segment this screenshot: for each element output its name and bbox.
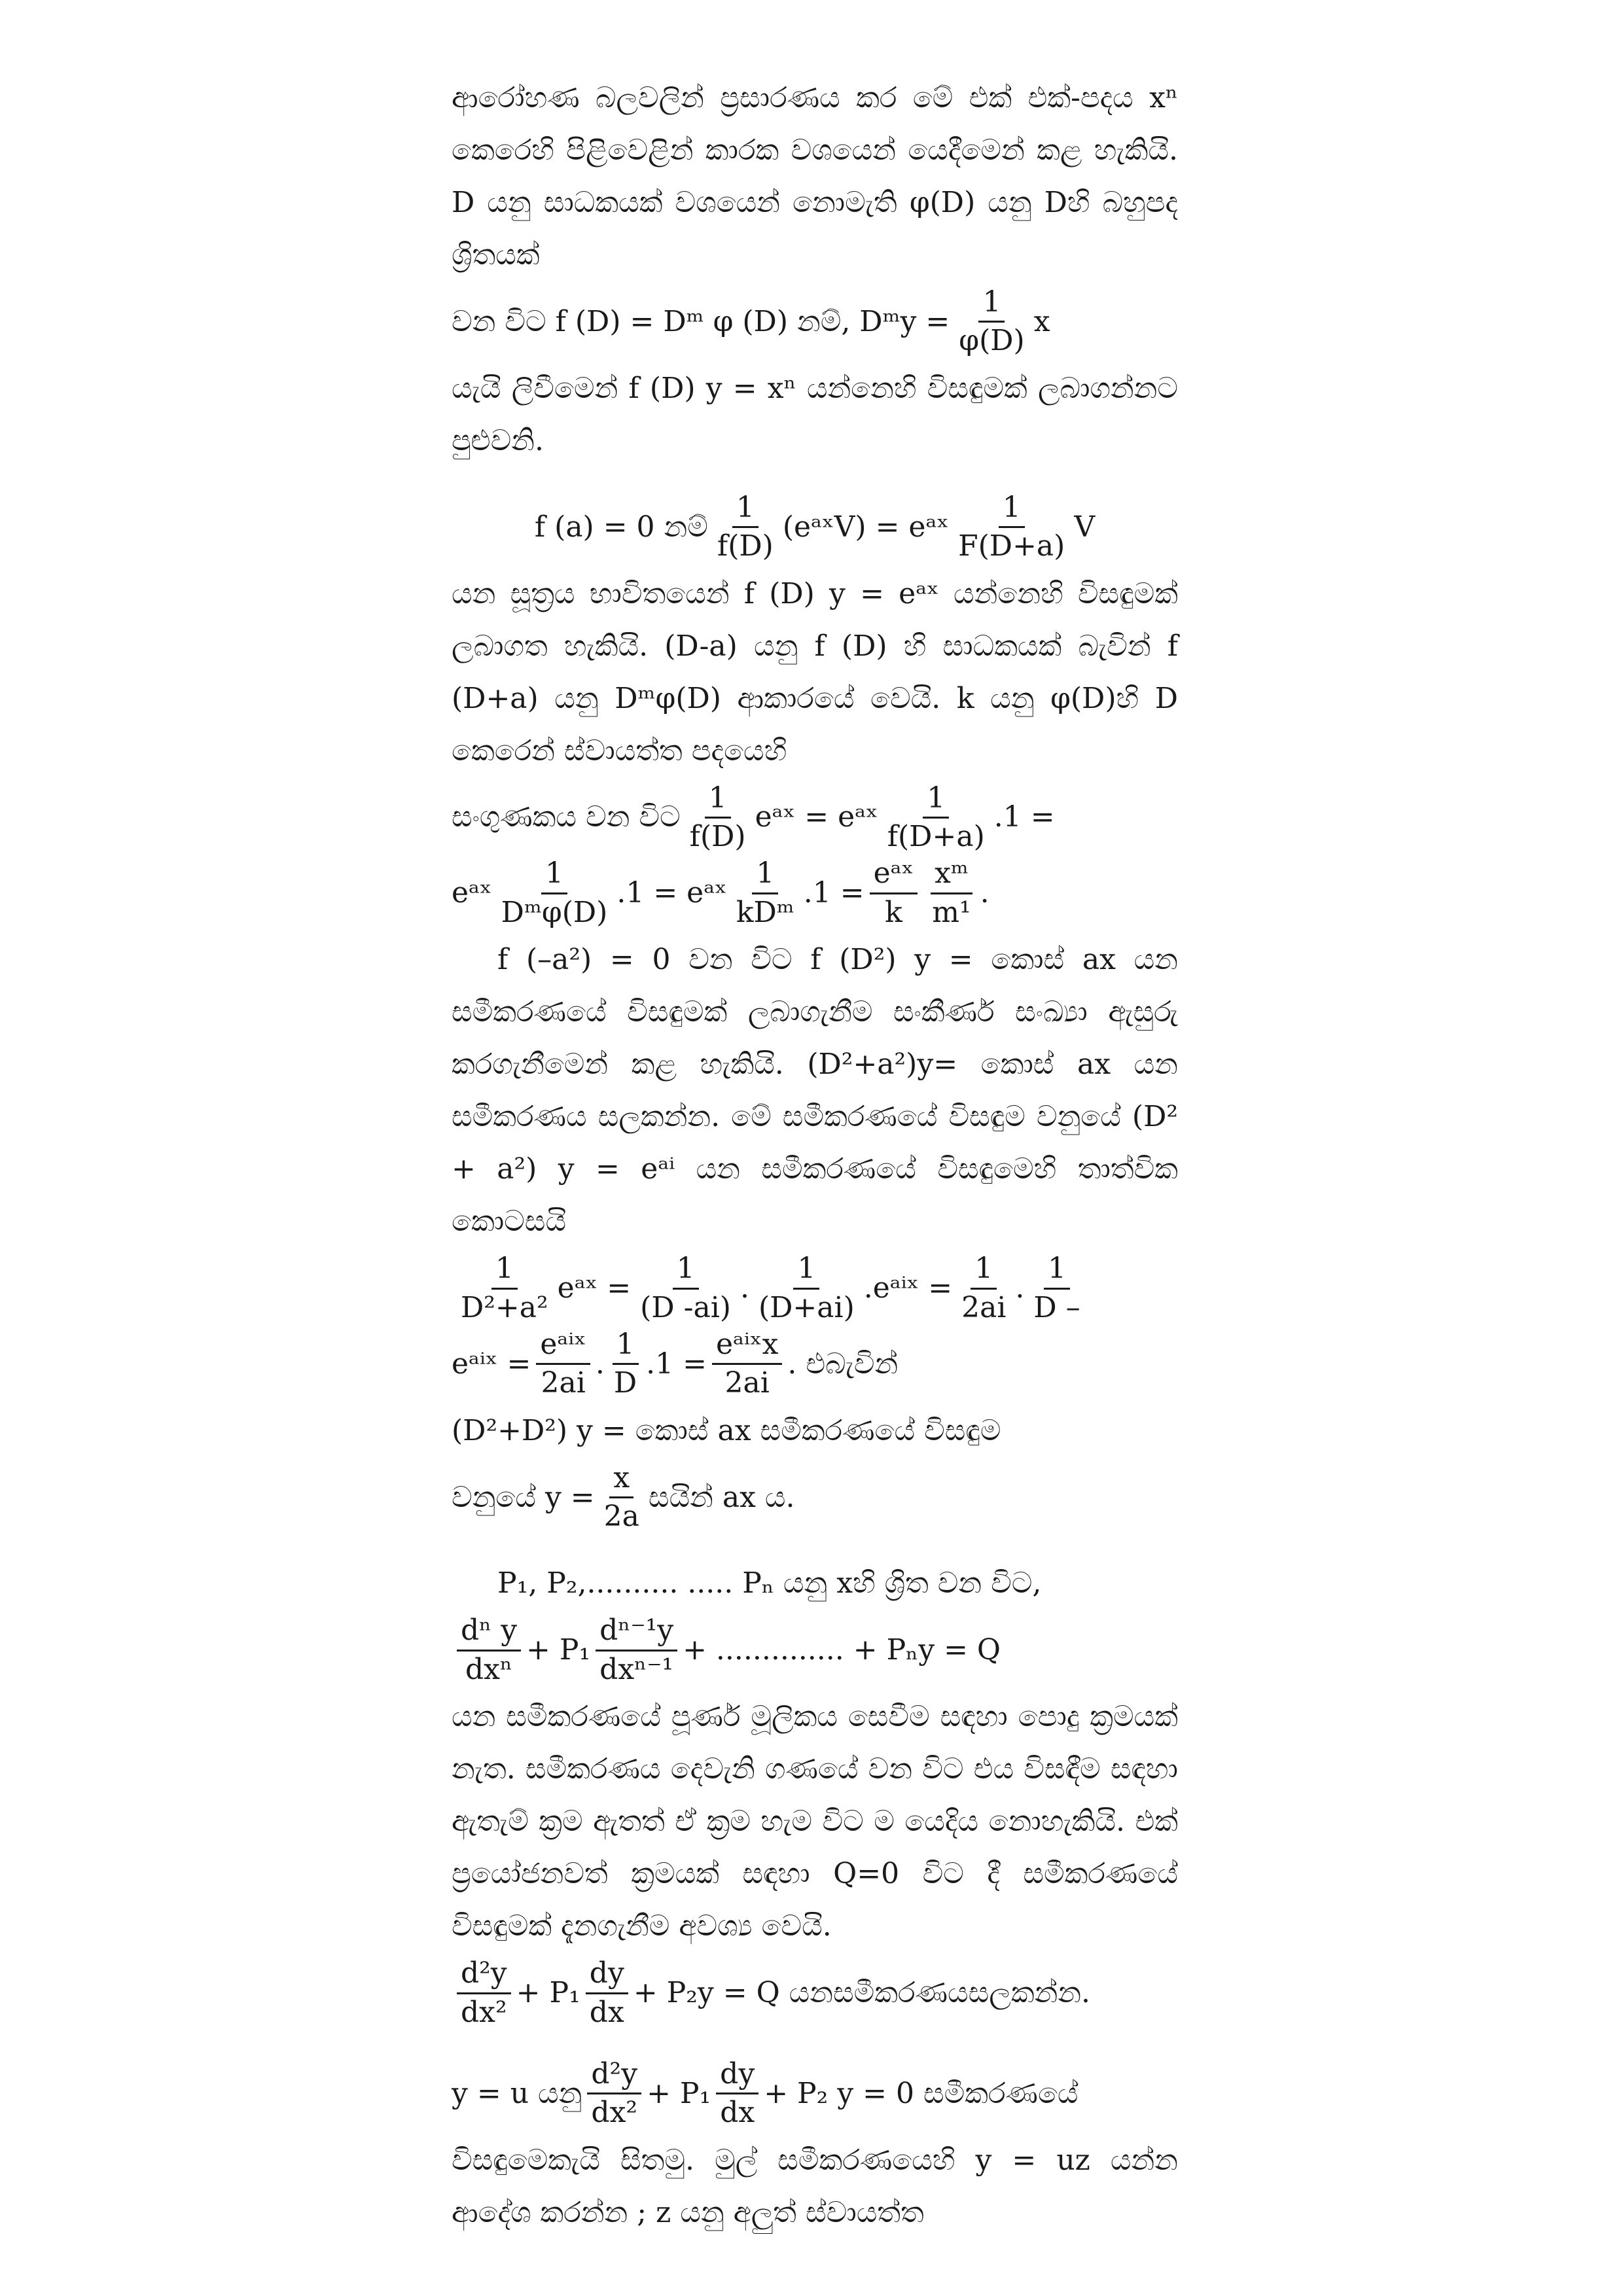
equation-10-f1-num: d²y [587, 2058, 641, 2094]
equation-6 [452, 1329, 1178, 1400]
equation-8-tail: + .............. + Pₙy = Q [683, 1633, 1001, 1667]
equation-5-fraction-3 [755, 1253, 859, 1324]
paragraph-6: P₁, P₂,.......... ..... Pₙ යනු xහි ශ්‍රිත වන විට, [497, 1566, 1042, 1600]
equation-2-tail: V [1074, 510, 1096, 544]
equation-3-mid: eᵃˣ = eᵃˣ [755, 800, 878, 834]
equation-2-f2-num: 1 [999, 492, 1025, 528]
equation-9-fraction-2 [586, 1958, 628, 2028]
equation-6-m2: .1 = [646, 1347, 707, 1381]
equation-6-f2-den: D [613, 1366, 637, 1400]
equation-7-den: 2a [603, 1500, 639, 1534]
equation-5-f2-den: (D -ai) [640, 1290, 731, 1324]
equation-3-f1-num: 1 [705, 783, 731, 819]
equation-5-f5-num: 1 [1044, 1253, 1070, 1289]
equation-5-m2: . [740, 1271, 749, 1305]
equation-8-f2-den: dxⁿ⁻¹ [599, 1652, 674, 1686]
equation-5-m4: . [1015, 1271, 1025, 1305]
equation-4-tail: . [980, 876, 990, 910]
equation-10-f1-den: dx² [591, 2096, 638, 2130]
equation-10-f2-den: dx [720, 2096, 755, 2130]
equation-4-fraction-3 [870, 858, 918, 928]
equation-2-f1-num: 1 [732, 492, 758, 528]
equation-3-fraction-1 [686, 783, 750, 853]
equation-10-lead: y = u යනු [452, 2076, 582, 2110]
equation-5-f5-den: D – [1033, 1290, 1080, 1324]
paragraph-4: f (–a²) = 0 වන විට f (D²) y = කොස් ax යන සමීකරණයේ විසඳුමක් ලබාගැනීම සංකීර්ණ සංඛ්‍යා ඇසුරු කරගැනීමෙන් කළ හැකියි. (D²+a²)y= කොස් ax යන සමීකරණය සලකන්න. මේ සමීකරණයේ විසඳුම වනුයේ (D² + a²) y = eᵃⁱ යන සමීකරණයේ විසඳුමෙහි තාත්වික කොටසයි [452, 943, 1178, 1239]
equation-10-fraction-2 [716, 2058, 758, 2129]
equation-9-f2-num: dy [586, 1958, 628, 1994]
equation-4-lead: eᵃˣ [452, 876, 492, 910]
equation-8-fraction-2 [596, 1615, 677, 1686]
equation-9 [452, 1958, 1178, 2028]
equation-9-tail: + P₂y = Q යනසමීකරණයසලකන්න. [633, 1976, 1091, 2010]
paragraph-2: යැයි ලිවීමෙන් f (D) y = xⁿ යන්නෙහි විසඳුමක් ලබාගන්නට පුළුවනි. [452, 371, 1178, 457]
equation-6-f2-num: 1 [613, 1329, 639, 1365]
equation-9-f1-den: dx² [461, 1995, 507, 2029]
equation-7 [452, 1462, 1178, 1533]
equation-1-numerator: 1 [978, 287, 1005, 323]
equation-10-fraction-1 [587, 2058, 641, 2129]
equation-6-f1-num: eᵃⁱˣ [536, 1329, 590, 1365]
equation-7-tail: සයින් ax ය. [648, 1480, 795, 1514]
equation-5 [452, 1253, 1178, 1324]
equation-7-fraction [600, 1462, 643, 1533]
equation-7-num: x [609, 1462, 633, 1498]
equation-5-f3-num: 1 [793, 1253, 819, 1289]
equation-8-f2-num: dⁿ⁻¹y [596, 1615, 677, 1651]
equation-7-lead: වනුයේ y = [452, 1480, 595, 1514]
equation-5-f2-num: 1 [673, 1253, 699, 1289]
equation-5-m1: eᵃˣ = [557, 1271, 632, 1305]
equation-5-fraction-1 [457, 1253, 552, 1324]
equation-4-fraction-1 [497, 858, 612, 928]
equation-4-m1: .1 = eᵃˣ [616, 876, 727, 910]
equation-9-f2-den: dx [589, 1995, 624, 2029]
equation-4-f1-den: Dᵐφ(D) [501, 895, 608, 929]
paragraph-8: විසඳුමෙකැයි සිතමු. මුල් සමීකරණයෙහි y = uz යන්න ආදේශ කරන්න ; z යනු අලුත් ස්වායත්ත [452, 2143, 1178, 2229]
equation-6-fraction-2 [610, 1329, 641, 1400]
equation-6-f3-num: eᵃⁱˣx [712, 1329, 782, 1365]
equation-6-f1-den: 2ai [541, 1366, 586, 1400]
equation-3-f2-den: f(D+a) [887, 819, 985, 853]
paragraph-7: යන සමීකරණයේ පූර්ණ මූලිකය සෙවීම සඳහා පොදු ක්‍රමයක් නැත. සමීකරණය දෙවැනි ගණයේ වන විට එය විසඳීම සඳහා ඇතැම් ක්‍රම ඇතත් ඒ ක්‍රම හැම විට ම යෙදිය නොහැකියි. එක් ප්‍රයෝජනවත් ක්‍රමයක් සඳහා Q=0 විට දී සමීකරණයේ විසඳුමක් දැනගැනීම අවශ්‍ය වෙයි. [452, 1700, 1178, 1943]
equation-4-m2: .1 = [803, 876, 865, 910]
equation-4-f3-den: k [885, 895, 902, 929]
equation-1-denominator: φ(D) [959, 324, 1025, 358]
equation-4 [452, 858, 1178, 928]
equation-5-m3: .eᵃⁱˣ = [863, 1271, 953, 1305]
equation-2-fraction-1 [713, 492, 777, 563]
equation-3-f1-den: f(D) [689, 819, 746, 853]
equation-1-tail: x [1033, 304, 1050, 338]
equation-5-f4-den: 2ai [961, 1290, 1007, 1324]
equation-6-fraction-1 [536, 1329, 590, 1400]
paragraph-5: (D²+D²) y = කොස් ax සමීකරණයේ විසඳුම [452, 1413, 1001, 1447]
equation-2 [452, 492, 1178, 563]
equation-5-fraction-4 [957, 1253, 1010, 1324]
equation-6-m1: . [595, 1347, 605, 1381]
equation-4-fraction-2 [732, 858, 798, 928]
paragraph-1: ආරෝහණ බලවලින් ප්‍රසාරණය කර මේ එක් එක්-පදය xⁿ කෙරෙහි පිළිවෙළින් කාරක වශයෙන් යෙදීමෙන් කළ හැකියි. D යනු සාධකයක් වශයෙන් නොමැති φ(D) යනු Dහි බහුපද ශ්‍රිතයක් [452, 81, 1178, 272]
equation-10 [452, 2058, 1178, 2129]
equation-9-fraction-1 [457, 1958, 511, 2028]
equation-5-f3-den: (D+ai) [758, 1290, 855, 1324]
equation-4-f1-num: 1 [541, 858, 567, 894]
equation-8-f1-num: dⁿ y [457, 1615, 521, 1651]
equation-2-fraction-2 [954, 492, 1069, 563]
equation-4-f4-den: m¹ [932, 895, 971, 929]
equation-8-m1: + P₁ [526, 1633, 591, 1667]
equation-2-lead: f (a) = 0 නම් [534, 510, 708, 544]
equation-8 [452, 1615, 1178, 1686]
equation-5-fraction-2 [636, 1253, 735, 1324]
equation-5-f1-num: 1 [491, 1253, 518, 1289]
equation-2-f2-den: F(D+a) [958, 529, 1065, 563]
equation-8-f1-den: dxⁿ [465, 1652, 513, 1686]
equation-1-fraction [955, 287, 1028, 357]
equation-2-f1-den: f(D) [717, 529, 774, 563]
equation-4-f3-num: eᵃˣ [870, 858, 918, 894]
equation-9-m1: + P₁ [516, 1976, 580, 2010]
equation-5-f4-num: 1 [971, 1253, 997, 1289]
text-column [452, 72, 1178, 2239]
equation-4-f2-den: kDᵐ [736, 895, 794, 929]
equation-6-fraction-3 [712, 1329, 782, 1400]
equation-5-f1-den: D²+a² [461, 1290, 548, 1324]
equation-1 [452, 287, 1178, 357]
equation-9-f1-num: d²y [457, 1958, 511, 1994]
equation-3-f2-num: 1 [923, 783, 949, 819]
equation-8-fraction-1 [457, 1615, 521, 1686]
equation-6-tail: . එබැවින් [787, 1347, 899, 1381]
equation-10-tail: + P₂ y = 0 සමීකරණයේ [764, 2076, 1079, 2110]
equation-10-m1: + P₁ [647, 2076, 711, 2110]
equation-3-tail: .1 = [993, 800, 1055, 834]
paragraph-3: යන සූත්‍රය භාවිතයෙන් f (D) y = eᵃˣ යන්නෙහි විසඳුමක් ලබාගත හැකියි. (D-a) යනු f (D) හි සාධකයක් බැවින් f (D+a) යනු Dᵐφ(D) ආකාරයේ වෙයි. k යනු φ(D)හි D කෙරෙන් ස්වායත්ත පදයෙහි [452, 576, 1178, 768]
equation-6-f3-den: 2ai [724, 1366, 770, 1400]
equation-4-f4-num: xᵐ [931, 858, 972, 894]
equation-6-lead: eᵃⁱˣ = [452, 1347, 531, 1381]
equation-10-f2-num: dy [716, 2058, 758, 2094]
equation-1-lead: වන විට f (D) = Dᵐ φ (D) නම්, Dᵐy = [452, 304, 950, 338]
equation-4-fraction-4 [928, 858, 974, 928]
equation-3 [452, 783, 1178, 853]
equation-3-lead: සංගුණකය වන විට [452, 800, 681, 834]
equation-4-f2-num: 1 [752, 858, 778, 894]
equation-3-fraction-2 [883, 783, 989, 853]
equation-2-mid: (eᵃˣV) = eᵃˣ [782, 510, 950, 544]
equation-5-fraction-5 [1029, 1253, 1084, 1324]
